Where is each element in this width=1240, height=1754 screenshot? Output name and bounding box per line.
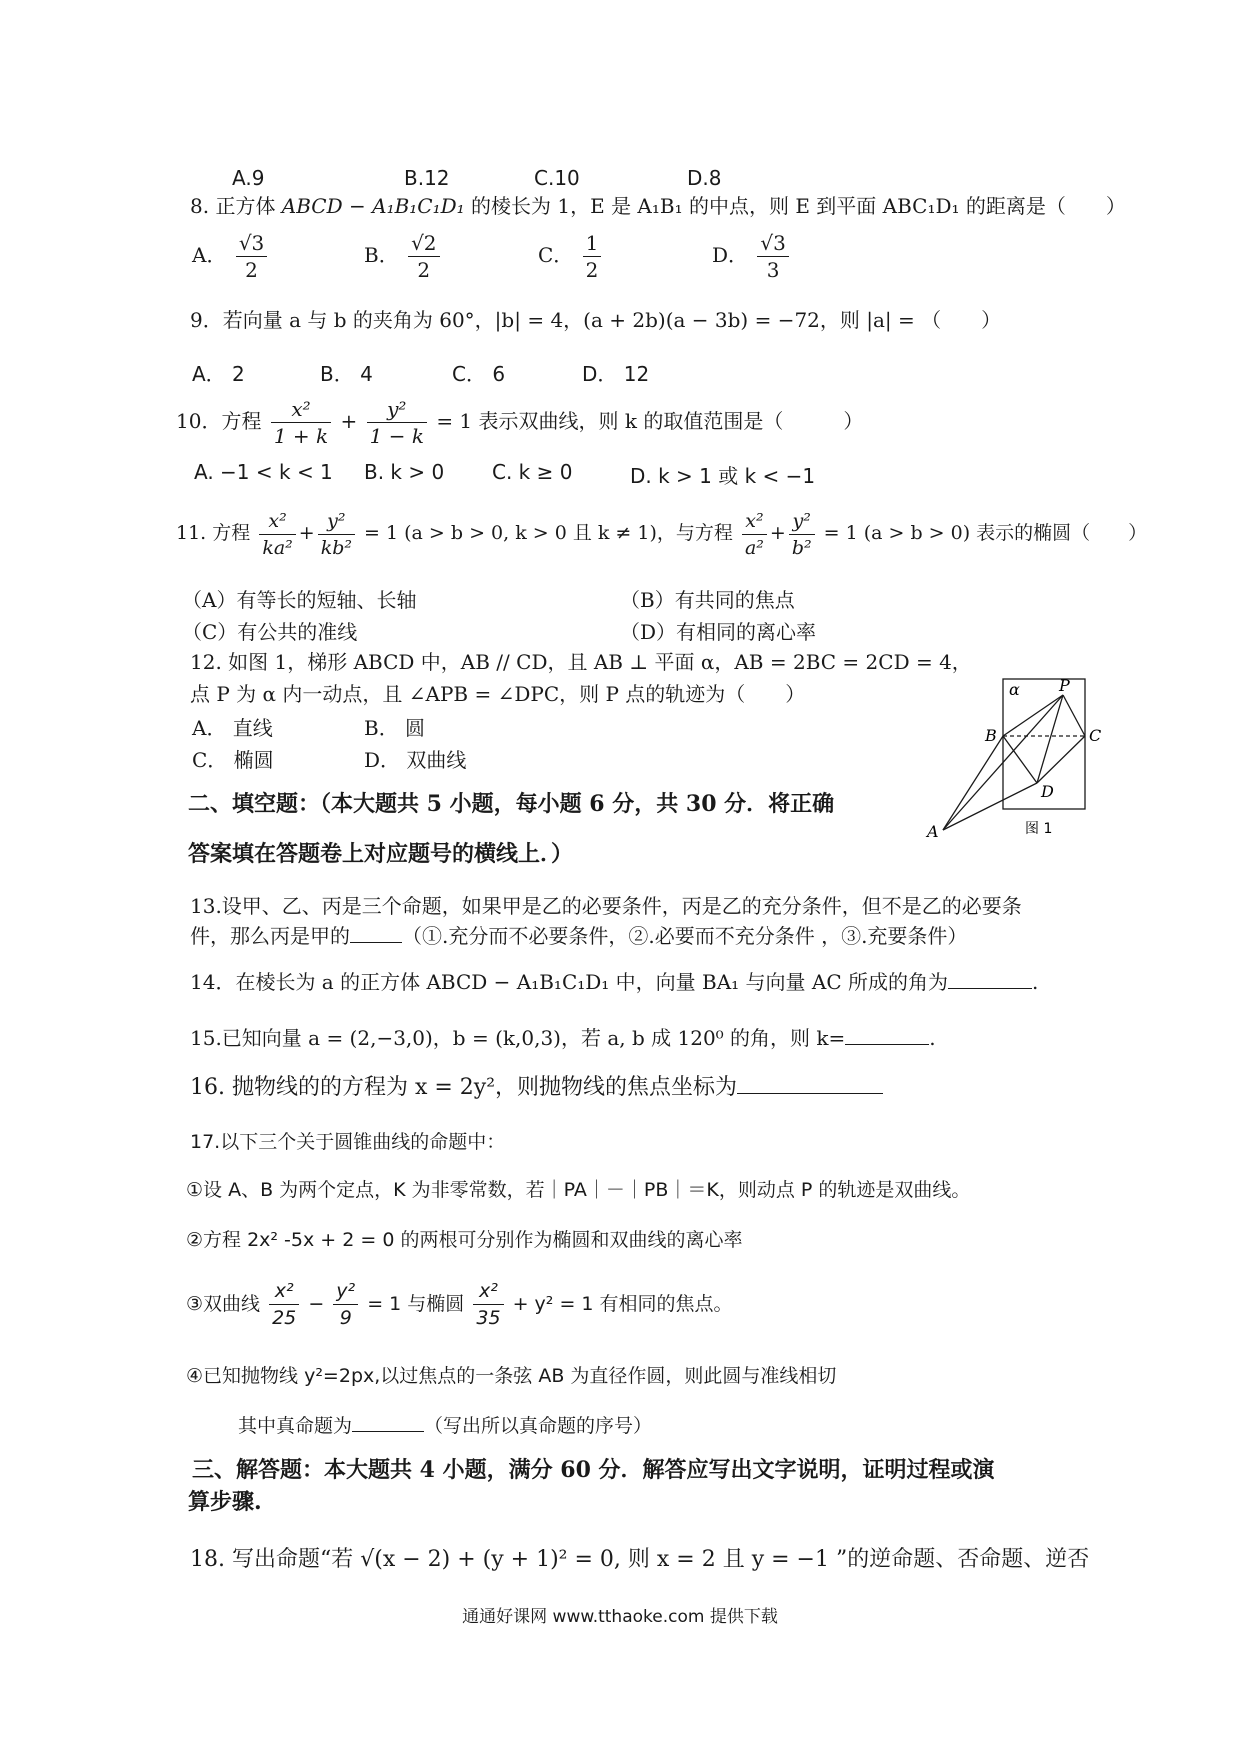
q13-line2-pre: 件，那么丙是甲的 xyxy=(190,924,350,948)
q14-stem xyxy=(190,968,1038,996)
q7-option-b: B.12 xyxy=(404,166,450,190)
label-b: B xyxy=(985,726,997,745)
q8-option-d-den: 3 xyxy=(766,258,780,282)
q10-option-c: C. k ≥ 0 xyxy=(492,460,573,484)
q14-post: . xyxy=(1032,970,1039,994)
edge-ab xyxy=(943,736,1003,830)
label-d: D xyxy=(1041,782,1054,801)
q18-stem: 18. 写出命题“若 √(x − 2) + (y + 1)² = 0, 则 x = 2 且 y = −1 ”的逆命题、否命题、逆否 xyxy=(190,1547,1090,1572)
q11-frac4-num: y² xyxy=(789,508,815,535)
q11-mid: = 1 (a > b > 0, k > 0 且 k ≠ 1)，与方程 xyxy=(364,522,733,544)
q17-item3-mid: = 1 与椭圆 xyxy=(367,1293,465,1315)
q10-option-d: D. k > 1 或 k < −1 xyxy=(630,464,816,488)
q8-cube: ABCD − A₁B₁C₁D₁ xyxy=(281,194,465,218)
q10-frac2-num: y² xyxy=(367,396,427,423)
q10-frac1-num: x² xyxy=(271,396,331,423)
q10-plus: + xyxy=(340,409,358,433)
q17-frac3-den: 35 xyxy=(476,1307,501,1329)
q11-frac3-den: a² xyxy=(744,536,764,559)
q15-pre: 15.已知向量 a = (2,−3,0)，b = (k,0,3)，若 a, b 成 120⁰ 的角，则 k= xyxy=(190,1026,846,1050)
q17-frac1-den: 25 xyxy=(272,1307,297,1329)
q11-frac1-den: ka² xyxy=(262,536,293,559)
edge-pc xyxy=(1063,695,1085,736)
q11-option-a: （A）有等长的短轴、长轴 xyxy=(182,588,417,612)
q17-item3-post: + y² = 1 有相同的焦点。 xyxy=(512,1293,733,1315)
q10-option-b: B. k > 0 xyxy=(364,460,445,484)
q12-option-a: A． 直线 xyxy=(192,716,273,740)
q9-option-c: C． 6 xyxy=(452,362,506,386)
q11-pre: 11. 方程 xyxy=(176,522,251,544)
label-p: P xyxy=(1059,676,1070,695)
q11-option-c: （C）有公共的准线 xyxy=(182,620,358,644)
q12-option-d: D． 双曲线 xyxy=(364,748,467,772)
q8-option-a-num: √3 xyxy=(236,230,267,257)
q9-stem: 9．若向量 a 与 b 的夹角为 60°，|b| = 4，(a + 2b)(a − 3b) = −72，则 |a| = （ ） xyxy=(190,308,1002,332)
q17-answer-post: （写出所以真命题的序号） xyxy=(424,1415,653,1437)
q10-frac1-den: 1 + k xyxy=(273,424,329,448)
q11-option-d: （D）有相同的离心率 xyxy=(620,620,817,644)
q17-item3 xyxy=(186,1276,733,1332)
q13-line1: 13.设甲、乙、丙是三个命题，如果甲是乙的必要条件，丙是乙的充分条件，但不是乙的必要条 xyxy=(190,894,1022,918)
q10-frac2-den: 1 − k xyxy=(369,424,424,448)
q13-line2-post: （①.充分而不必要条件，②.必要而不充分条件 ，③.充要条件） xyxy=(402,924,968,948)
q10-option-a: A. −1 < k < 1 xyxy=(194,460,333,484)
page-footer: 通通好课网 www.tthaoke.com 提供下载 xyxy=(462,1607,778,1627)
q11-stem: 11. 方程 $\frac{\text{x²}}{\text{ka²}}$ + $\frac{\text{y²}}{\text{kb²}}$ = 1 (a > b > 0, k > 0 且 k ≠ 1)，与方程 $\frac{\text{x²}}{\text{a²}}$ + $\frac{\text{y²}}{\text{b²}}$ = 1 (a > b > 0) 表示的椭圆（ ） xyxy=(176,509,1148,559)
section3-heading-line1: 三、解答题：本大题共 4 小题，满分 60 分．解答应写出文字说明，证明过程或演 xyxy=(192,1457,995,1483)
q13-answer-blank[interactable] xyxy=(350,942,402,943)
q9-option-b: B． 4 xyxy=(320,362,373,386)
q8-option-d-num: √3 xyxy=(757,230,788,257)
q11-frac3-num: x² xyxy=(742,508,767,535)
q8-stem-pre: 8. 正方体 xyxy=(190,194,282,218)
q17-item4: ④已知抛物线 y²=2px,以过焦点的一条弦 AB 为直径作圆，则此圆与准线相切 xyxy=(186,1365,837,1387)
edge-ad xyxy=(943,783,1037,830)
q8-option-c-num: 1 xyxy=(583,230,602,257)
q17-item1: ①设 A、B 为两个定点，K 为非零常数，若｜PA｜－｜PB｜＝K，则动点 P 的轨迹是双曲线。 xyxy=(186,1179,971,1201)
q17-frac1-num: x² xyxy=(269,1278,299,1305)
q11-post: = 1 (a > b > 0) 表示的椭圆（ ） xyxy=(823,522,1148,544)
q17-answer-blank[interactable] xyxy=(352,1431,424,1432)
q11-frac1-num: x² xyxy=(259,508,295,535)
q12-line1: 12. 如图 1，梯形 ABCD 中，AB // CD，且 AB ⊥ 平面 α，AB = 2BC = 2CD = 4， xyxy=(190,650,972,674)
q17-frac3-num: x² xyxy=(473,1278,503,1305)
q8-option-b-num: √2 xyxy=(408,230,439,257)
q15-stem xyxy=(190,1024,936,1052)
q8-option-d-label: D． xyxy=(712,243,749,267)
section2-heading-line1: 二、填空题：（本大题共 5 小题，每小题 6 分，共 30 分．将正确 xyxy=(188,791,835,817)
q14-pre: 14．在棱长为 a 的正方体 ABCD − A₁B₁C₁D₁ 中，向量 BA₁ 与向量 AC 所成的角为 xyxy=(190,970,949,994)
q14-answer-blank[interactable] xyxy=(948,988,1032,989)
q13-line2 xyxy=(190,922,967,950)
q7-option-c: C.10 xyxy=(534,166,580,190)
q8-option-b xyxy=(364,230,443,283)
q17-stem: 17.以下三个关于圆锥曲线的命题中： xyxy=(190,1131,506,1153)
q17-answer-pre: 其中真命题为 xyxy=(238,1415,353,1437)
q8-option-a-den: 2 xyxy=(245,258,258,282)
q17-minus: − xyxy=(308,1293,325,1315)
q17-item2: ②方程 2x² -5x + 2 = 0 的两根可分别作为椭圆和双曲线的离心率 xyxy=(186,1229,743,1251)
q9-option-d: D． 12 xyxy=(582,362,650,386)
q15-answer-blank[interactable] xyxy=(845,1044,929,1045)
q17-frac2-num: y² xyxy=(333,1278,358,1305)
figure-caption: 图 1 xyxy=(1025,821,1053,837)
q7-option-d: D.8 xyxy=(687,166,722,190)
q12-option-c: C． 椭圆 xyxy=(192,748,274,772)
q11-frac2-num: y² xyxy=(318,508,355,535)
q11-option-b: （B）有共同的焦点 xyxy=(620,588,795,612)
q16-stem xyxy=(190,1074,883,1102)
q11-frac4-den: b² xyxy=(791,536,812,559)
label-alpha: α xyxy=(1009,680,1020,699)
q8-option-b-den: 2 xyxy=(417,258,431,282)
q8-option-c-label: C． xyxy=(538,243,574,267)
q16-pre: 16. 抛物线的的方程为 x = 2y²，则抛物线的焦点坐标为 xyxy=(190,1075,738,1100)
q8-option-b-label: B． xyxy=(364,243,399,267)
section2-heading-line2: 答案填在答题卷上对应题号的横线上．） xyxy=(188,841,574,867)
q8-option-c-den: 2 xyxy=(585,258,599,282)
q8-option-c xyxy=(538,230,604,283)
label-c: C xyxy=(1089,726,1102,745)
q8-stem xyxy=(190,192,1126,220)
q17-answer-line xyxy=(238,1412,652,1440)
q9-option-a: A． 2 xyxy=(192,362,245,386)
q7-option-a: A.9 xyxy=(232,166,265,190)
q16-answer-blank[interactable] xyxy=(737,1093,883,1094)
q11-frac2-den: kb² xyxy=(320,536,352,559)
trapezoid-figure xyxy=(925,675,1125,850)
section3-heading-line2: 算步骤. xyxy=(188,1489,262,1515)
q8-stem-mid: 的棱长为 1，E 是 A₁B₁ 的中点，则 E 到平面 ABC₁D₁ 的距离是（ ） xyxy=(464,194,1126,218)
q8-option-a-label: A． xyxy=(192,243,227,267)
q12-line2: 点 P 为 α 内一动点，且 ∠APB = ∠DPC，则 P 点的轨迹为（ ） xyxy=(190,682,806,706)
q8-option-d xyxy=(712,230,792,283)
q10-post: = 1 表示双曲线，则 k 的取值范围是（ ） xyxy=(436,409,864,433)
label-a: A xyxy=(927,822,939,841)
q10-stem xyxy=(176,395,863,449)
q15-post: . xyxy=(929,1026,936,1050)
edge-bp xyxy=(1003,695,1063,736)
q8-option-a xyxy=(192,230,270,283)
q17-frac2-den: 9 xyxy=(339,1307,352,1329)
q10-pre: 10．方程 xyxy=(176,409,262,433)
q12-option-b: B． 圆 xyxy=(364,716,426,740)
q17-item3-pre: ③双曲线 xyxy=(186,1293,261,1315)
